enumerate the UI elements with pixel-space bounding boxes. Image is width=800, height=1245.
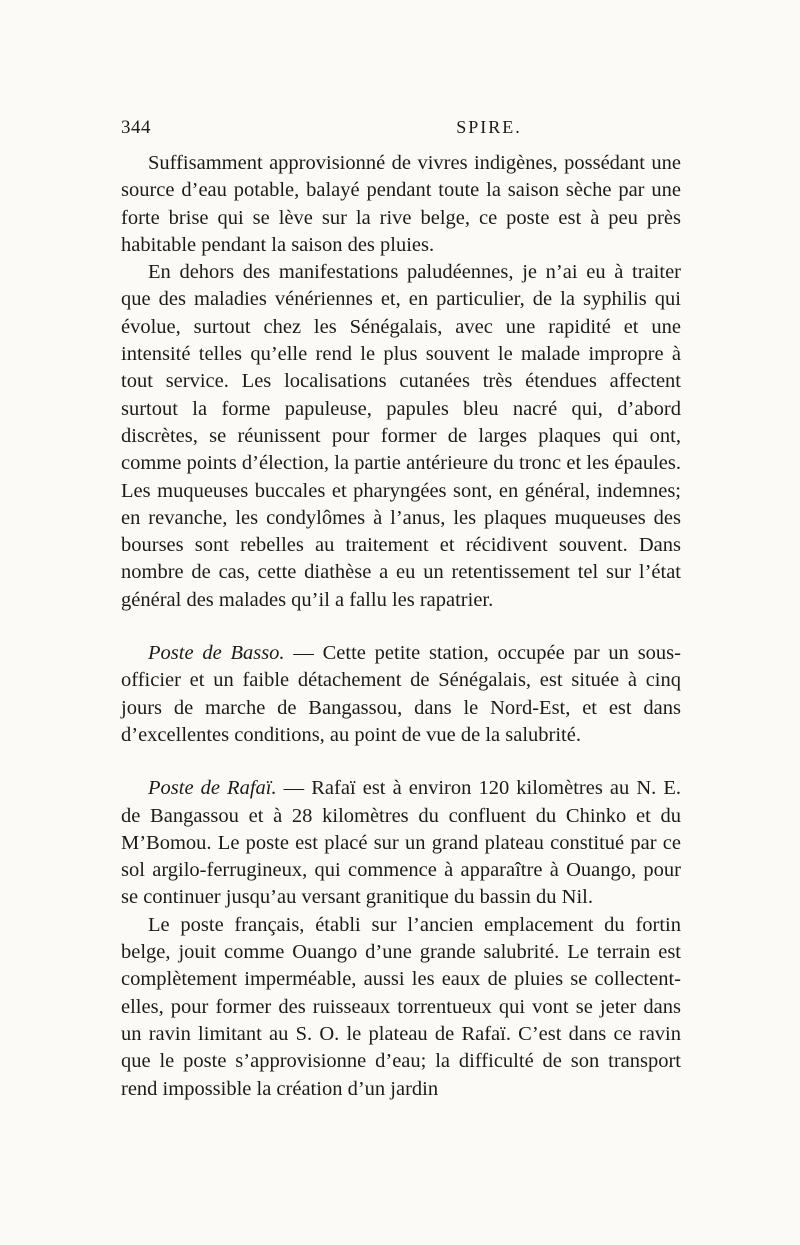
paragraph-supply	[121, 150, 681, 259]
section-title-rafai: Poste de Rafaï.	[148, 777, 277, 800]
paragraph-text: Suffisamment approvisionné de vivres indigènes, possédant une source d’eau potable, balayé pendant toute la saison sèche par une forte brise qui se lève sur la rive belge, ce poste est à peu près habitable pendant la saison des pluies.	[121, 152, 681, 256]
page-number: 344	[121, 117, 151, 138]
paragraph-text: — Cette petite station, occupée par un sous-officier et un faible détachement de Sénégalais, est située à cinq jours de marche de Bangassou, dans le Nord-Est, et est dans d’excellentes conditions, au point de vue de la salubrité.	[121, 642, 681, 746]
paragraph-text: En dehors des manifestations paludéennes, je n’ai eu à traiter que des maladies vénériennes et, en particulier, de la syphilis qui évolue, surtout chez les Sénégalais, avec une rapidité et une intensité telles qu’elle rend le plus souvent le malade impropre à tout service. Les localisations cutanées très étendues affectent surtout la forme papuleuse, papules bleu nacré qui, d’abord discrètes, se réunissent pour former de larges plaques qui ont, comme points d’élection, la partie antérieure du tronc et les épaules. Les muqueuses buccales et pharyngées sont, en général, indemnes; en revanche, les condylômes à l’anus, les plaques muqueuses des bourses sont rebelles au traitement et récidivent souvent. Dans nombre de cas, cette diathèse a eu un retentissement tel sur l’état général des malades qu’il a fallu les rapatrier.	[121, 261, 681, 611]
section-title-basso: Poste de Basso.	[148, 642, 285, 665]
paragraph-text: Le poste français, établi sur l’ancien emplacement du fortin belge, jouit comme Ouango d’une grande salubrité. Le terrain est complètement imperméable, aussi les eaux de pluies se collectent-elles, pour former des ruisseaux torrentueux qui vont se jeter dans un ravin limitant au S. O. le plateau de Rafaï. C’est dans ce ravin que le poste s’approvisionne d’eau; la difficulté de son transport rend impossible la création d’un jardin	[121, 913, 681, 1100]
page-body	[121, 150, 681, 1103]
paragraph-poste-rafai	[121, 775, 681, 911]
paragraph-text: — Rafaï est à environ 120 kilomètres au N. E. de Bangassou et à 28 kilomètres du confluent du Chinko et du M’Bomou. Le poste est placé sur un grand plateau constitué par ce sol argilo-ferrugineux, qui commence à apparaître à Ouango, pour se continuer jusqu’au versant granitique du bassin du Nil.	[121, 777, 681, 909]
paragraph-poste-basso	[121, 640, 681, 749]
paragraph-diseases	[121, 259, 681, 614]
running-head: SPIRE.	[456, 117, 522, 137]
paragraph-poste-francais	[121, 912, 681, 1103]
page-header	[121, 117, 681, 143]
